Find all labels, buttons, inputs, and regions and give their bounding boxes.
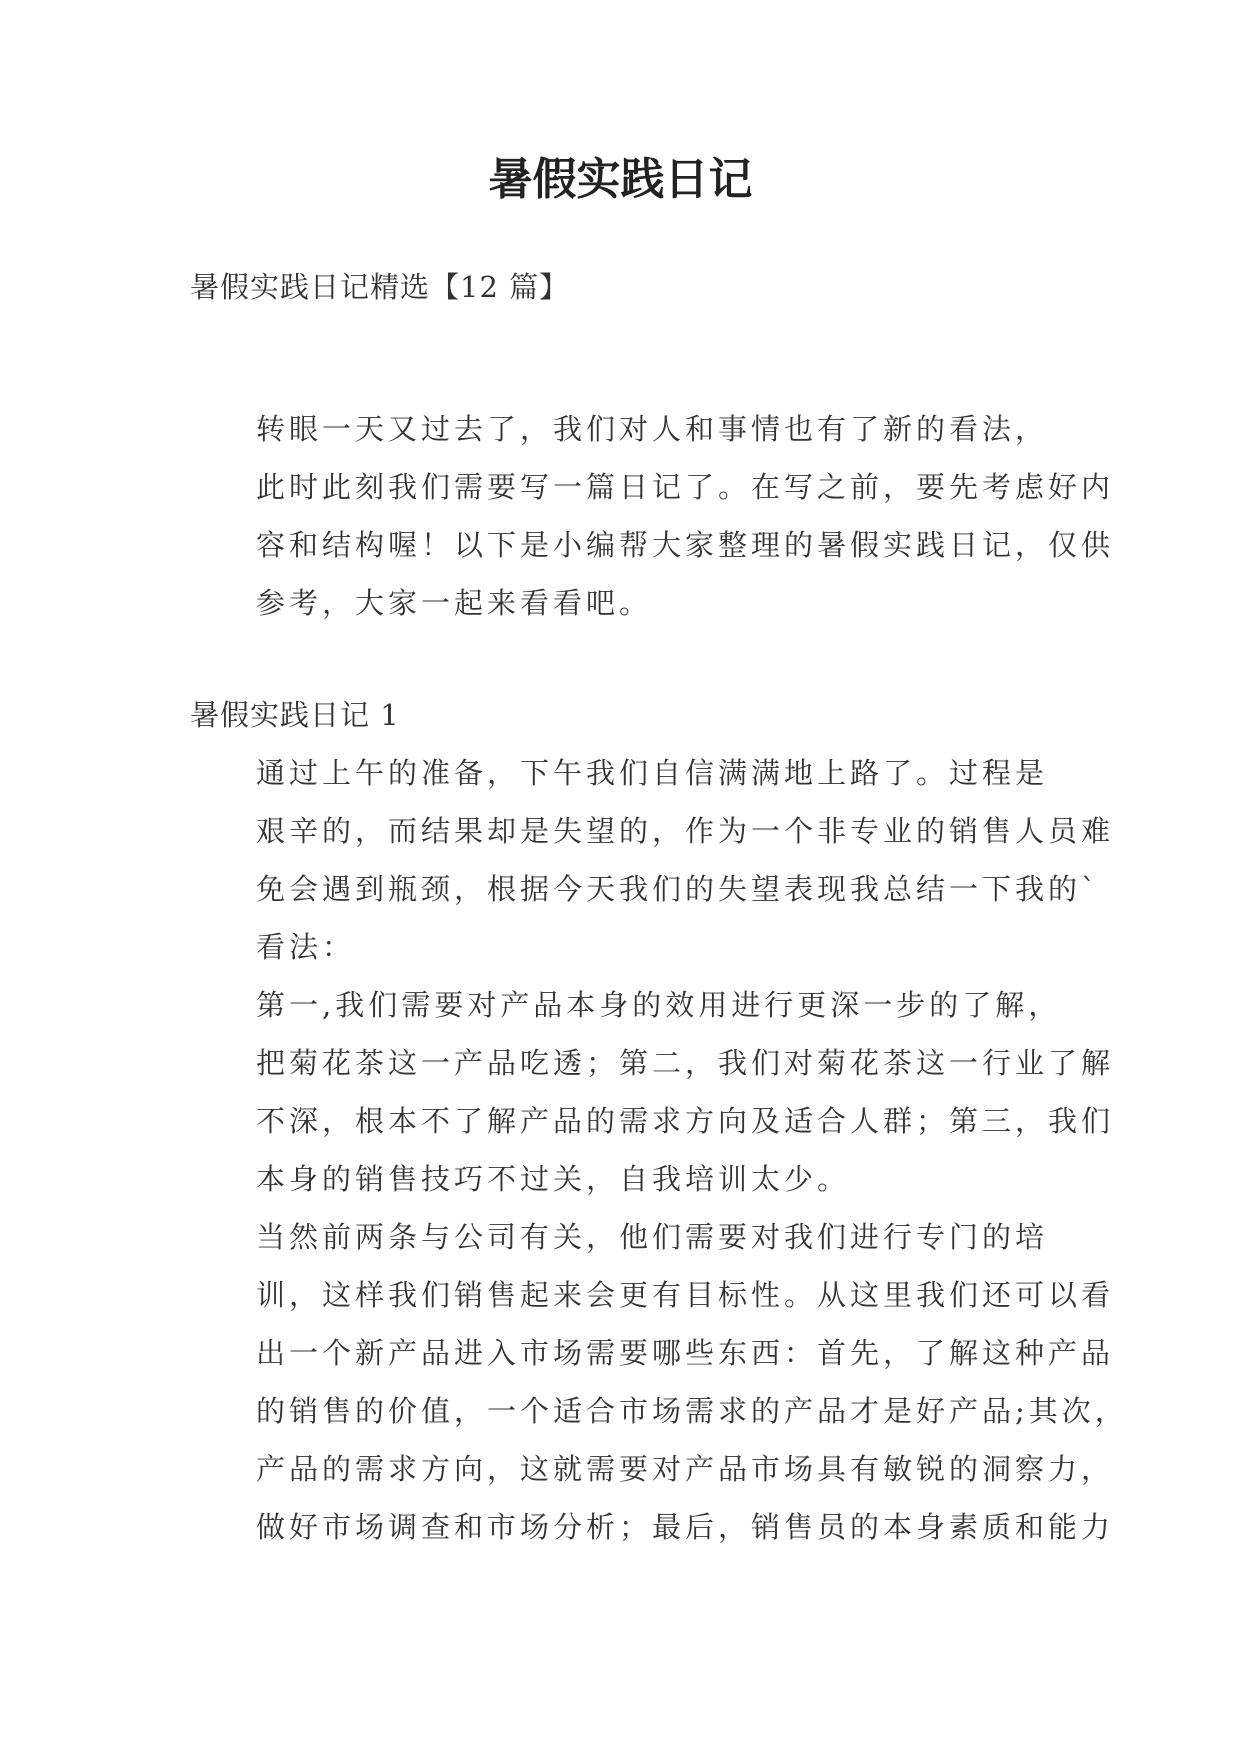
paragraph-line: 艰辛的，而结果却是失望的，作为一个非专业的销售人员难 bbox=[256, 814, 1115, 848]
paragraph-line: 不深，根本不了解产品的需求方向及适合人群；第三，我们 bbox=[256, 1104, 1115, 1138]
intro-line: 参考，大家一起来看看吧。 bbox=[256, 586, 653, 620]
paragraph-line: 本身的销售技巧不过关，自我培训太少。 bbox=[256, 1162, 851, 1196]
paragraph-line: 训，这样我们销售起来会更有目标性。从这里我们还可以看 bbox=[256, 1278, 1115, 1312]
intro-line: 转眼一天又过去了，我们对人和事情也有了新的看法， bbox=[256, 412, 1049, 446]
paragraph-line: 做好市场调查和市场分析；最后，销售员的本身素质和能力 bbox=[256, 1510, 1115, 1544]
document-title: 暑假实践日记 bbox=[488, 154, 753, 205]
paragraph-line: 免会遇到瓶颈，根据今天我们的失望表现我总结一下我的` bbox=[256, 872, 1100, 906]
paragraph-line: 看法： bbox=[256, 930, 356, 964]
intro-paragraph bbox=[190, 400, 1115, 632]
paragraph-line: 当然前两条与公司有关，他们需要对我们进行专门的培 bbox=[256, 1220, 1049, 1254]
body-paragraph bbox=[190, 744, 1115, 976]
paragraph-line: 把菊花茶这一产品吃透；第二，我们对菊花茶这一行业了解 bbox=[256, 1046, 1115, 1080]
intro-line: 此时此刻我们需要写一篇日记了。在写之前，要先考虑好内 bbox=[256, 470, 1115, 504]
body-paragraph bbox=[190, 976, 1115, 1208]
paragraph-line: 产品的需求方向，这就需要对产品市场具有敏锐的洞察力， bbox=[256, 1452, 1115, 1486]
paragraph-line: 的销售的价值，一个适合市场需求的产品才是好产品;其次， bbox=[256, 1394, 1128, 1428]
paragraph-line: 第一,我们需要对产品本身的效用进行更深一步的了解， bbox=[256, 988, 1062, 1022]
body-paragraph bbox=[190, 1208, 1128, 1556]
diary-heading: 暑假实践日记 1 bbox=[190, 698, 400, 732]
document-subtitle: 暑假实践日记精选【12 篇】 bbox=[190, 270, 570, 304]
diary-body bbox=[190, 744, 1128, 1556]
intro-line: 容和结构喔！以下是小编帮大家整理的暑假实践日记，仅供 bbox=[256, 528, 1115, 562]
paragraph-line: 通过上午的准备，下午我们自信满满地上路了。过程是 bbox=[256, 756, 1049, 790]
paragraph-line: 出一个新产品进入市场需要哪些东西：首先，了解这种产品 bbox=[256, 1336, 1115, 1370]
